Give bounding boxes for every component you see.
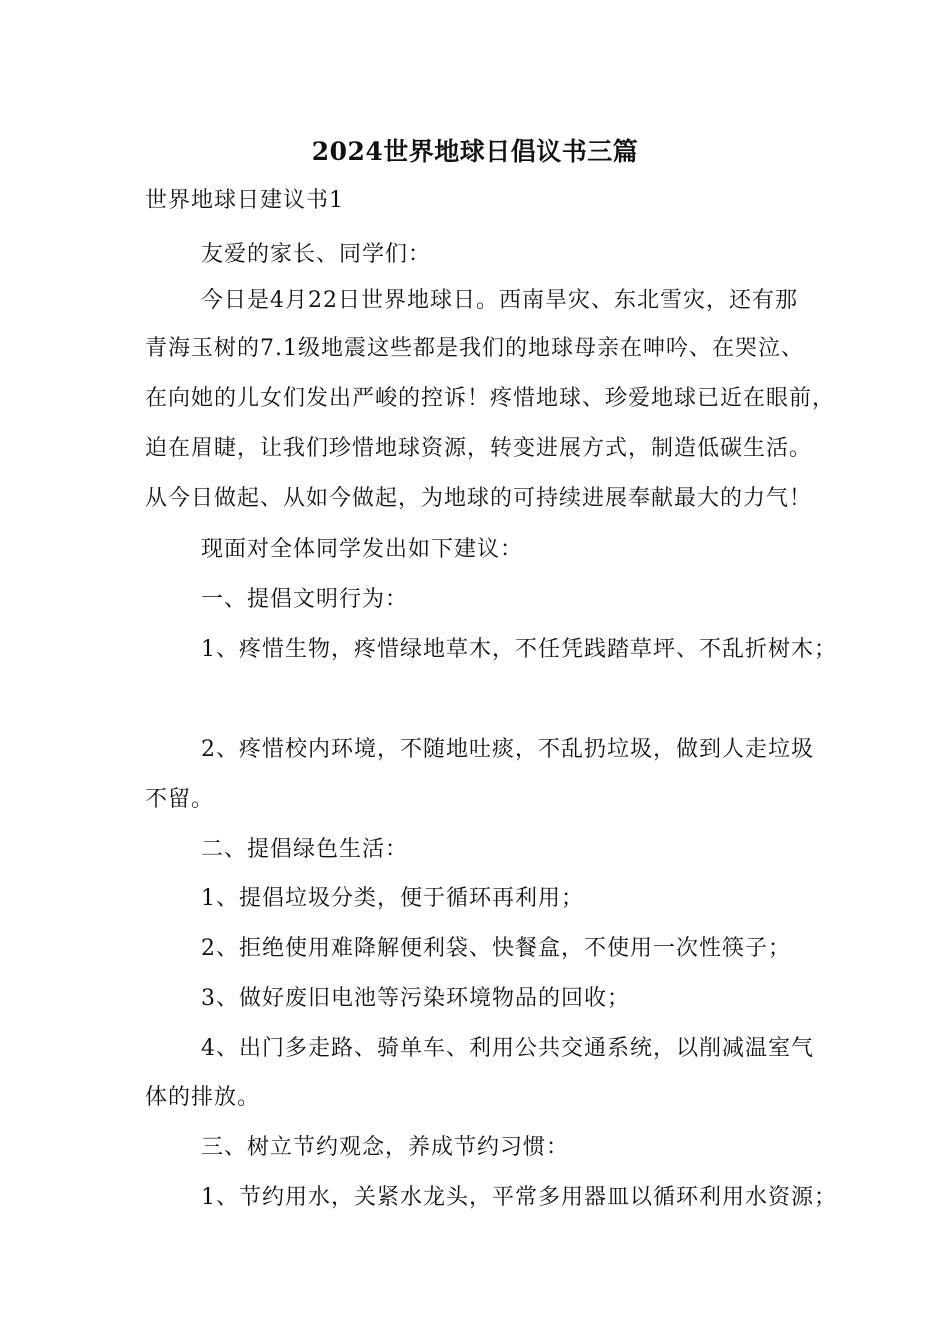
intro-text: 现面对全体同学发出如下建议： [201, 537, 524, 562]
paragraph-1-line-2: 青海玉树的7.1级地震这些都是我们的地球母亲在呻吟、在哭泣、 [145, 336, 804, 361]
section-1-item-2-line-1: 2、疼惜校内环境，不随地吐痰，不乱扔垃圾，做到人走垃圾 [201, 737, 814, 762]
paragraph-1-line-1: 今日是4月22日世界地球日。西南旱灾、东北雪灾，还有那 [201, 288, 798, 313]
section-1-heading: 一、提倡文明行为： [201, 587, 409, 612]
section-2-item-4-line-2: 体的排放。 [145, 1085, 261, 1110]
greeting: 友爱的家长、同学们： [201, 242, 432, 267]
document-title: 2024世界地球日倡议书三篇 [311, 137, 639, 166]
paragraph-1-line-3: 在向她的儿女们发出严峻的控诉！疼惜地球、珍爱地球已近在眼前， [145, 386, 836, 411]
section-2-item-2: 2、拒绝使用难降解便利袋、快餐盒，不使用一次性筷子； [201, 936, 791, 961]
section-3-item-1: 1、节约用水，关紧水龙头，平常多用器皿以循环利用水资源； [201, 1185, 837, 1210]
section-1-item-1: 1、疼惜生物，疼惜绿地草木，不任凭践踏草坪、不乱折树木； [201, 637, 837, 662]
subtitle: 世界地球日建议书1 [145, 188, 344, 213]
section-3-heading: 三、树立节约观念，养成节约习惯： [201, 1135, 570, 1160]
paragraph-1-line-5: 从今日做起、从如今做起，为地球的可持续进展奉献最大的力气！ [145, 486, 813, 511]
paragraph-1-line-4: 迫在眉睫，让我们珍惜地球资源，转变进展方式，制造低碳生活。 [145, 436, 813, 461]
section-2-heading: 二、提倡绿色生活： [201, 837, 409, 862]
section-2-item-3: 3、做好废旧电池等污染环境物品的回收； [201, 986, 630, 1011]
section-1-item-2-line-2: 不留。 [145, 787, 215, 812]
section-2-item-1: 1、提倡垃圾分类，便于循环再利用； [201, 886, 584, 911]
section-2-item-4-line-1: 4、出门多走路、骑单车、利用公共交通系统，以削减温室气 [201, 1036, 814, 1061]
